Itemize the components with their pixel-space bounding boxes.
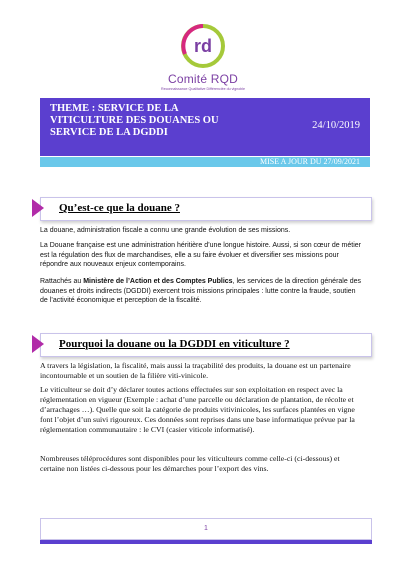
page-number: 1 bbox=[204, 525, 208, 532]
paragraph: A travers la législation, la fiscalité, mais aussi la traçabilité des produits, la douane est un partenaire incontournable et un soutien de la filière viti-vinicole. bbox=[40, 361, 351, 380]
section-heading-viticulture bbox=[40, 333, 372, 357]
triangle-bullet-icon bbox=[32, 335, 44, 353]
update-date-label: MISE A JOUR DU 27/09/2021 bbox=[259, 157, 360, 166]
section-title: Qu’est-ce que la douane ? bbox=[59, 202, 180, 214]
theme-date: 24/10/2019 bbox=[312, 120, 360, 131]
update-banner bbox=[40, 157, 370, 167]
paragraph: La Douane française est une administration héritière d’une longue histoire. Aussi, si son cœur de métier est la régulation des flux de marchandises, elle a su faire évoluer et diversifier ses missions pour répondre aux nouveaux enjeux contemporains. bbox=[40, 242, 362, 268]
logo-tagline: Reconnaissance Qualitative Différenciée du vignoble bbox=[160, 87, 246, 91]
paragraph-ministere: Rattachés au Ministère de l’Action et des Comptes Publics, les services de la direction générale des douanes et droits indirects (DGDDI) exercent trois missions principales : lutte contre la fraude, soutien de l’activité économique et perception de la fiscalité. bbox=[40, 278, 361, 304]
section-title: Pourquoi la douane ou la DGDDI en viticulture ? bbox=[59, 338, 290, 350]
svg-text:rd: rd bbox=[194, 36, 212, 56]
ministere-name: Ministère de l’Action et des Comptes Publics bbox=[83, 278, 233, 285]
section-heading-douane bbox=[40, 197, 372, 221]
paragraph: Nombreuses téléprocédures sont disponibles pour les viticulteurs comme celle-ci (ci-dessous) et certaine non listées ci-dessous pour les démarches pour l’export des vins. bbox=[40, 454, 340, 473]
rqd-logo bbox=[148, 22, 258, 102]
paragraph: Le viticulteur se doit d’y déclarer toutes actions effectuées sur son exploitation en respect avec la réglementation en vigueur (Exemple : achat d’une parcelle ou déclaration de plantation, de récolte et d’arrachages …). Quelle que soit la catégorie de produits vitivinicoles, les surfaces plantées en vigne font l’objet d’un suivi rigoureux. Ces données sont reprises dans une base informatique prévue par la réglementation communautaire : le CVI (casier viticole informatisé). bbox=[40, 385, 355, 434]
theme-header bbox=[40, 98, 370, 156]
page-footer bbox=[40, 518, 372, 540]
footer-bar bbox=[40, 540, 372, 544]
theme-title: THEME : SERVICE DE LA VITICULTURE DES DOUANES OU SERVICE DE LA DGDDI bbox=[50, 103, 219, 138]
rqd-logo-mark-icon bbox=[173, 22, 233, 70]
logo-name: Comité RQD bbox=[167, 72, 238, 86]
triangle-bullet-icon bbox=[32, 199, 44, 217]
paragraph: La douane, administration fiscale a connu une grande évolution de ses missions. bbox=[40, 227, 291, 234]
